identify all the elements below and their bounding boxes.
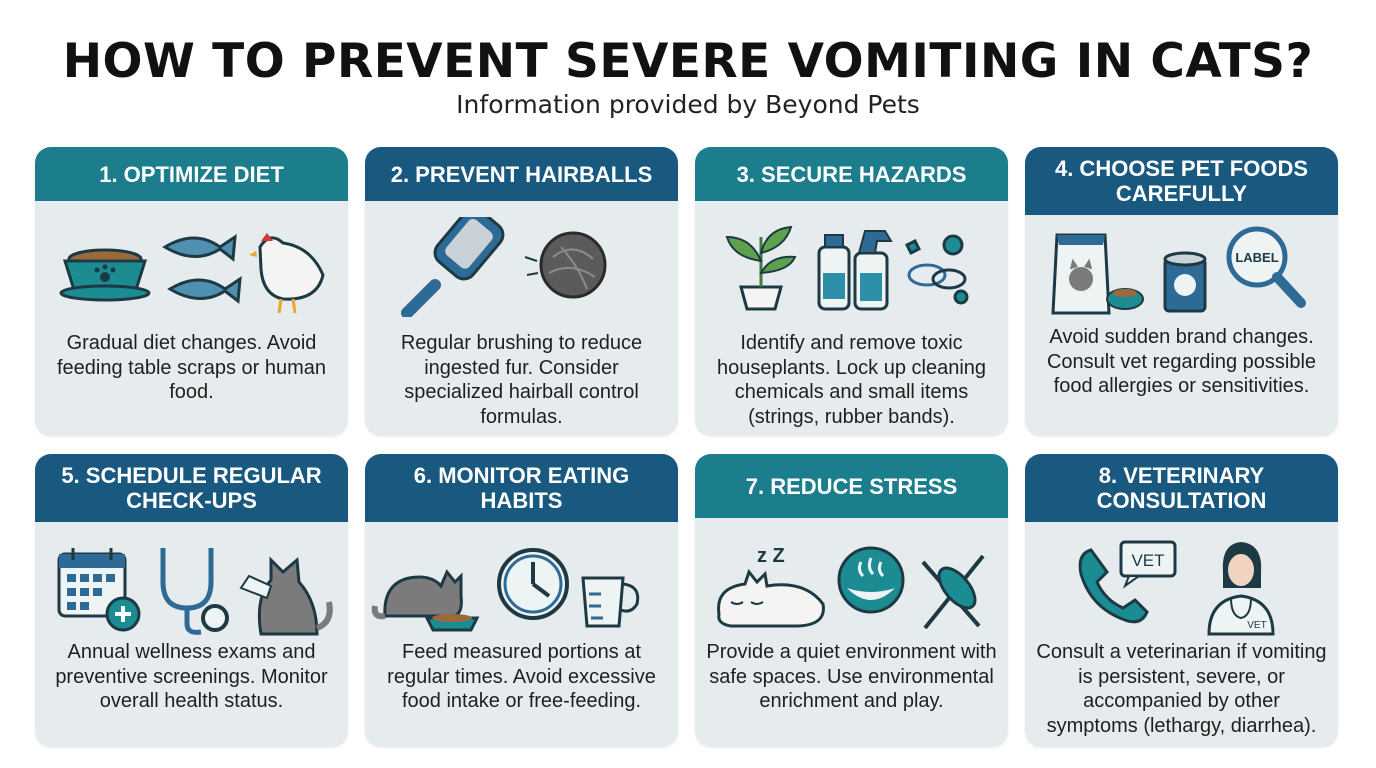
card-title: 6. MONITOR EATING HABITS — [365, 454, 678, 522]
card-title: 7. REDUCE STRESS — [695, 454, 1008, 518]
phone-icon — [1080, 542, 1175, 622]
toy-icon — [923, 556, 983, 628]
card-prevent-hairballs — [365, 147, 678, 436]
card-description: Consult a veterinarian if vomiting is persistent, severe, or accompanied by other symptoms (lethargy, diarrhea). — [1036, 641, 1327, 737]
vet-badge-text: VET — [1247, 620, 1267, 631]
measuring-cup-icon — [583, 578, 638, 626]
vet-bubble-text: VET — [1131, 551, 1165, 570]
brush-icon — [407, 217, 508, 313]
cleaning-bottles-icon — [819, 231, 891, 309]
food-bag-icon — [1053, 235, 1143, 313]
card-title: 1. OPTIMIZE DIET — [35, 147, 348, 201]
card-choose-pet-foods — [1025, 147, 1338, 436]
card-schedule-checkups — [35, 454, 348, 747]
tips-grid — [35, 147, 1338, 747]
card-description: Gradual diet changes. Avoid feeding table scraps or human food. — [56, 332, 327, 403]
card-description: Feed measured portions at regular times. Avoid excessive food intake or free-feeding. — [387, 641, 656, 712]
card-secure-hazards — [695, 147, 1008, 436]
card-description: Annual wellness exams and preventive screenings. Monitor overall health status. — [55, 641, 328, 712]
card-description: Regular brushing to reduce ingested fur. Consider specialized hairball control formulas. — [400, 332, 643, 428]
cat-exam-icon — [241, 560, 330, 634]
card-monitor-eating — [365, 454, 678, 747]
chicken-icon — [249, 233, 323, 313]
food-bowl-icon — [61, 250, 149, 300]
clock-icon — [499, 550, 567, 618]
card-description: Provide a quiet environment with safe spaces. Use environmental enrichment and play. — [706, 641, 997, 712]
label-text: LABEL — [1235, 250, 1279, 265]
card-title: 8. VETERINARY CONSULTATION — [1025, 454, 1338, 522]
stethoscope-icon — [163, 548, 227, 632]
card-title: 2. PREVENT HAIRBALLS — [365, 147, 678, 201]
food-can-icon — [1165, 253, 1205, 311]
card-title: 3. SECURE HAZARDS — [695, 147, 1008, 201]
card-description: Identify and remove toxic houseplants. Lock up cleaning chemicals and small items (strings, rubber bands). — [716, 332, 987, 428]
calendar-icon — [59, 548, 139, 630]
rubber-bands-icon — [907, 236, 967, 303]
veterinarian-icon — [1209, 542, 1273, 634]
card-title: 5. SCHEDULE REGULAR CHECK-UPS — [35, 454, 348, 522]
houseplant-icon — [727, 227, 795, 309]
page-subtitle: Information provided by Beyond Pets — [456, 90, 920, 119]
zzz-text: z Z — [757, 545, 785, 567]
eating-cat-icon — [375, 572, 477, 630]
card-veterinary-consultation — [1025, 454, 1338, 747]
card-reduce-stress — [695, 454, 1008, 747]
sleeping-cat-icon — [719, 545, 824, 626]
card-title: 4. CHOOSE PET FOODS CAREFULLY — [1025, 147, 1338, 215]
calm-bed-icon — [839, 548, 903, 612]
magnifier-label-icon — [1229, 229, 1301, 303]
card-description: Avoid sudden brand changes. Consult vet regarding possible food allergies or sensitivities. — [1046, 326, 1317, 397]
card-optimize-diet — [35, 147, 348, 436]
page-title: HOW TO PREVENT SEVERE VOMITING IN CATS? — [62, 34, 1314, 89]
fish-icon — [165, 237, 240, 301]
hairball-icon — [525, 233, 605, 297]
